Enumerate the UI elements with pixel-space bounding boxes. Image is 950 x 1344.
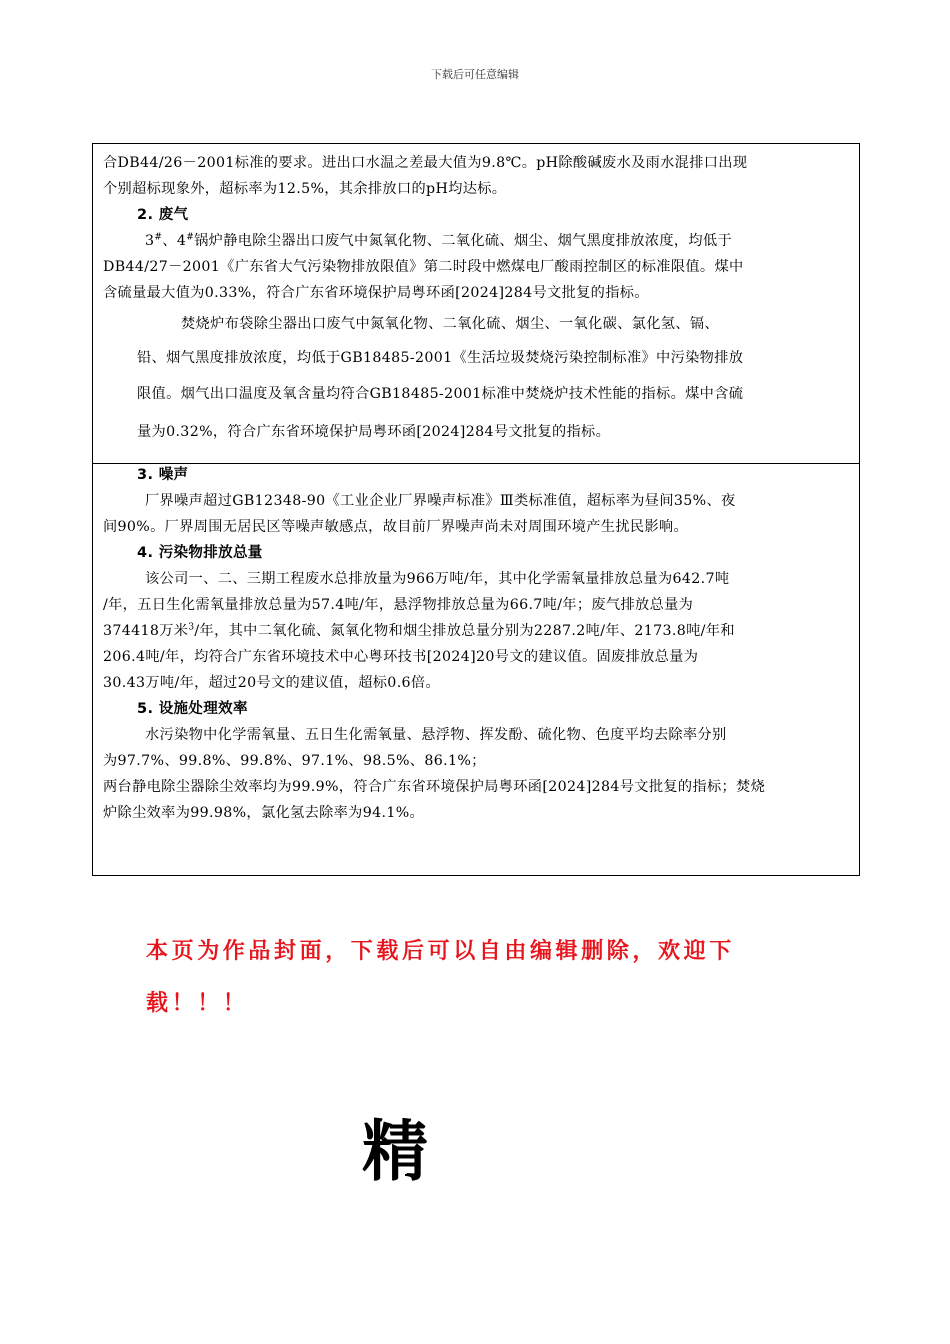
incinerator-line-4: 量为0.32%，符合广东省环境保护局粤环函[2024]284号文批复的指标。 (137, 424, 611, 440)
incinerator-line-1: 焚烧炉布袋除尘器出口废气中氮氧化物、二氧化硫、烟尘、一氧化碳、氯化氢、镉、 (181, 316, 719, 332)
cover-notice-line-2: 载！！！ (146, 991, 249, 1016)
boiler-gas-line-2: DB44/27－2001《广东省大气污染物排放限值》第二时段中燃煤电厂酸雨控制区的标准限值。煤中 (103, 259, 744, 275)
incinerator-line-3: 限值。烟气出口温度及氧含量均符合GB18485-2001标准中焚烧炉技术性能的指标。煤中含硫 (137, 386, 744, 402)
emissions-line-4: 206.4吨/年，均符合广东省环境技术中心粤环技书[2024]20号文的建议值。固废排放总量为 (103, 649, 699, 665)
efficiency-line-3: 两台静电除尘器除尘效率均为99.9%，符合广东省环境保护局粤环函[2024]284号文批复的指标；焚烧 (103, 779, 766, 795)
emissions-line-5: 30.43万吨/年，超过20号文的建议值，超标0.6倍。 (103, 675, 441, 691)
cover-notice-line-1: 本页为作品封面，下载后可以自由编辑删除，欢迎下 (146, 939, 735, 964)
page-header: 下载后可任意编辑 (431, 68, 519, 81)
noise-line-2: 间90%。厂界周围无居民区等噪声敏感点，故目前厂界噪声尚未对周围环境产生扰民影响。 (103, 519, 689, 535)
boiler-gas-line-1: 3#、4#锅炉静电除尘器出口废气中氮氧化物、二氧化硫、烟尘、烟气黑度排放浓度，均低于 (145, 232, 733, 249)
efficiency-line-1: 水污染物中化学需氧量、五日生化需氧量、悬浮物、挥发酚、硫化物、色度平均去除率分别 (145, 727, 727, 743)
section-heading-noise: 3. 噪声 (137, 467, 189, 483)
boiler-gas-line-3: 含硫量最大值为0.33%，符合广东省环境保护局粤环函[2024]284号文批复的指标。 (103, 285, 649, 301)
emissions-line-3: 374418万米$^3$/年，其中二氧化硫、氮氧化物和烟尘排放总量分别为2287.2吨/年、2173.8吨/年和 (103, 622, 735, 639)
efficiency-line-2: 为97.7%、99.8%、99.8%、97.1%、98.5%、86.1%； (103, 753, 486, 769)
section-heading-waste-gas: 2. 废气 (137, 207, 189, 223)
efficiency-line-4: 炉除尘效率为99.98%，氯化氢去除率为94.1%。 (103, 805, 425, 821)
emissions-line-1: 该公司一、二、三期工程废水总排放量为966万吨/年，其中化学需氧量排放总量为642.7吨 (145, 571, 730, 587)
large-title-character: 精 (362, 1113, 428, 1190)
incinerator-line-2: 铅、烟气黑度排放浓度，均低于GB18485-2001《生活垃圾焚烧污染控制标准》中污染物排放 (137, 350, 744, 366)
water-line-1: 合DB44/26－2001标准的要求。进出口水温之差最大值为9.8℃。pH除酸碱废水及雨水混排口出现 (103, 155, 748, 171)
water-line-2: 个别超标现象外，超标率为12.5%，其余排放口的pH均达标。 (103, 181, 507, 197)
content-box-bottom (92, 463, 860, 876)
section-heading-efficiency: 5. 设施处理效率 (137, 701, 248, 717)
noise-line-1: 厂界噪声超过GB12348-90《工业企业厂界噪声标准》Ⅲ类标准值，超标率为昼间35%、夜 (145, 493, 736, 509)
section-heading-total-emissions: 4. 污染物排放总量 (137, 545, 263, 561)
content-box-top (92, 143, 860, 464)
emissions-line-2: /年，五日生化需氧量排放总量为57.4吨/年，悬浮物排放总量为66.7吨/年；废气排放总量为 (103, 597, 694, 613)
